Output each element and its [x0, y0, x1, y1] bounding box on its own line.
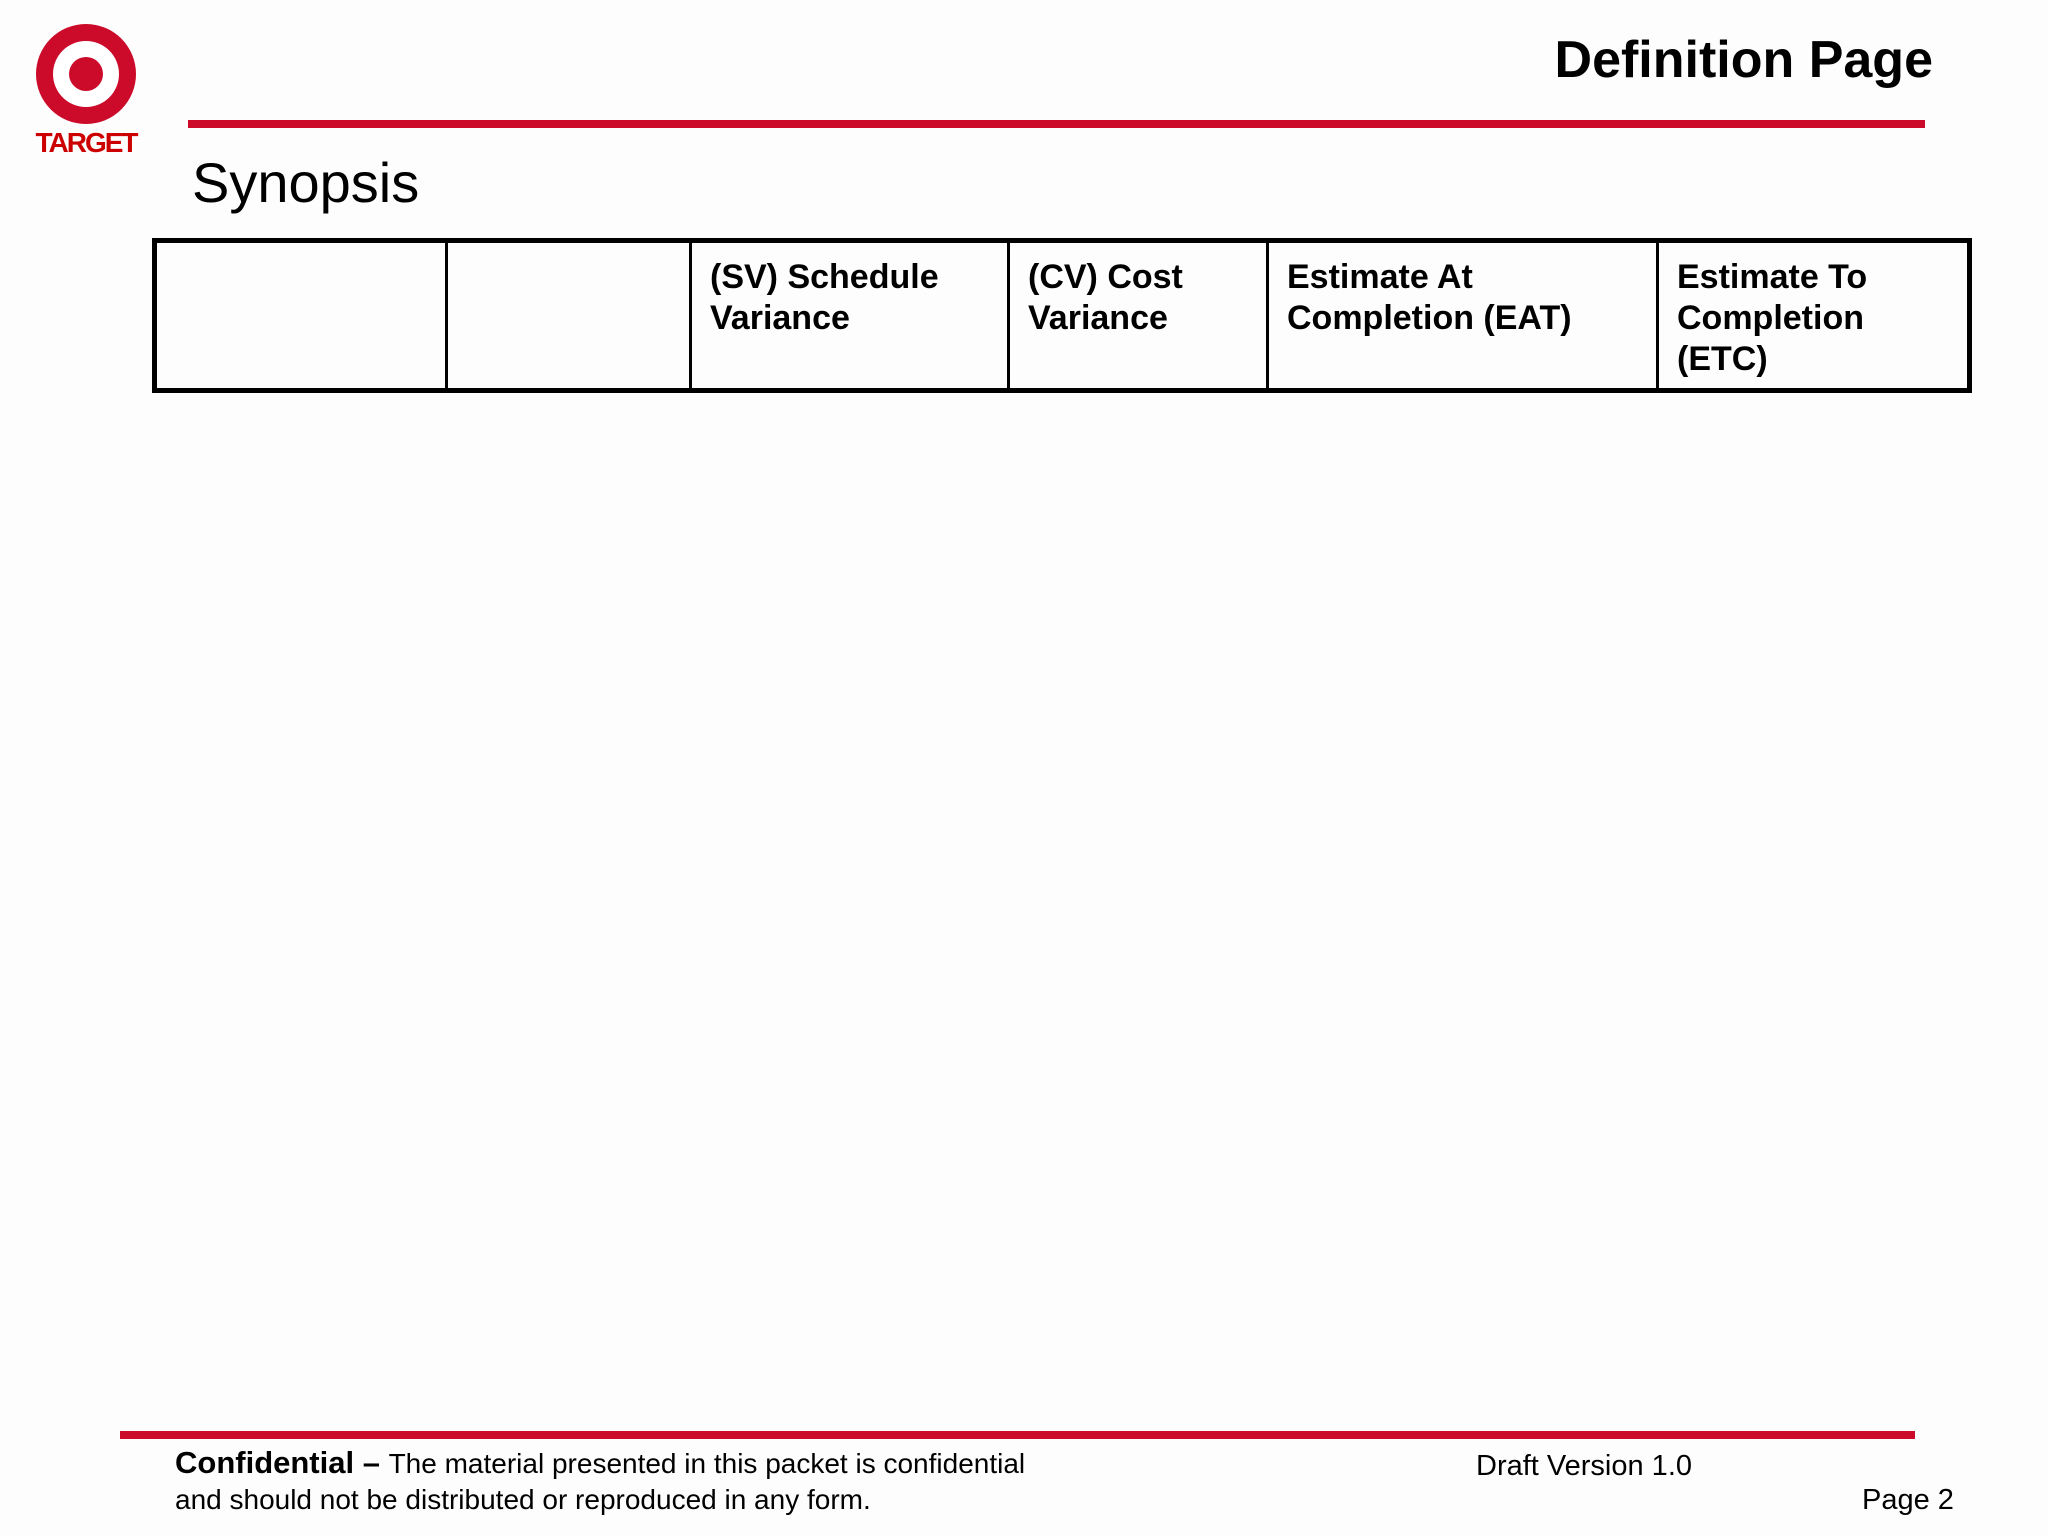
confidential-label: Confidential — [175, 1445, 355, 1480]
draft-version: Draft Version 1.0 — [1476, 1450, 1692, 1482]
section-title: Synopsis — [192, 151, 420, 214]
confidential-text: The material presented in this packet is confidential and should not be distributed or reproduced in any form. — [175, 1448, 1026, 1515]
logo-wordmark: TARGET — [35, 127, 137, 158]
table-header-cell — [447, 241, 691, 391]
table-header-cell: Estimate At Completion (EAT) — [1268, 241, 1658, 391]
page-title: Definition Page — [1554, 31, 1933, 89]
bullseye-icon — [32, 20, 140, 128]
table-header-row — [155, 241, 1970, 391]
page-number: Page 2 — [1862, 1484, 1954, 1516]
confidential-dash: – — [354, 1445, 389, 1480]
target-logo — [32, 20, 140, 160]
table-header-cell: Estimate To Completion (ETC) — [1658, 241, 1970, 391]
footer-divider — [120, 1431, 1915, 1439]
confidential-notice — [175, 1445, 1075, 1518]
table-header-cell: (SV) Schedule Variance — [691, 241, 1009, 391]
table-header-cell — [155, 241, 447, 391]
synopsis-table — [152, 238, 1972, 393]
header-divider — [188, 120, 1925, 128]
table-header-cell: (CV) Cost Variance — [1009, 241, 1268, 391]
